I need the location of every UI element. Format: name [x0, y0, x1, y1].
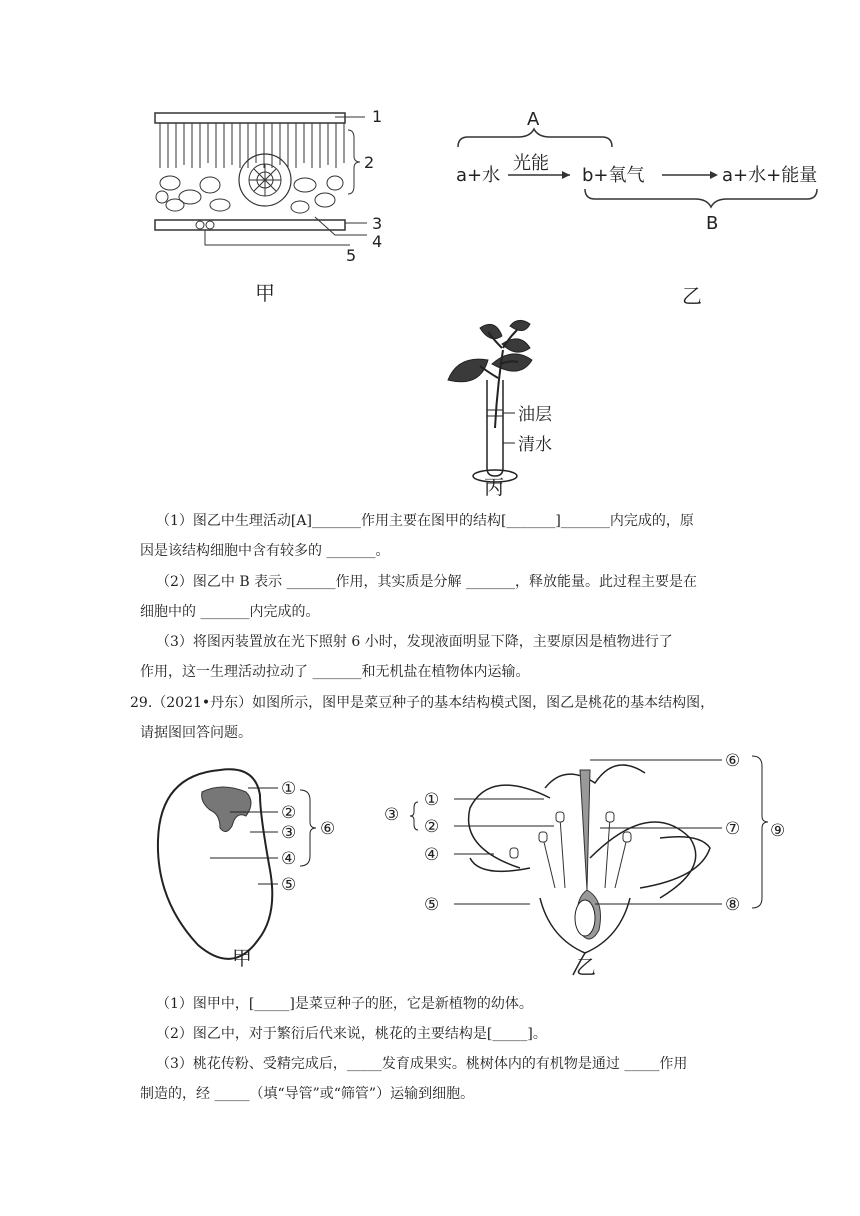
seed-label-1: ① [281, 779, 297, 799]
flower-label-4: ④ [424, 845, 440, 865]
figure-tube-plant [440, 318, 600, 498]
flower-label-6: ⑥ [725, 751, 741, 771]
figure-leaf-section [150, 105, 400, 265]
q28-p1-line2: 因是该结构细胞中含有较多的 _______。 [140, 543, 390, 559]
leaf-label-3: 3 [372, 214, 383, 233]
flower-label-9: ⑨ [770, 821, 786, 841]
figure-equation [450, 105, 830, 235]
seed-label-5: ⑤ [281, 875, 297, 895]
q28-p3-line2: 作用，这一生理活动拉动了 _______和无机盐在植物体内运输。 [140, 664, 530, 680]
q29-p1: （1）图甲中，[_____]是菜豆种子的胚，它是新植物的幼体。 [156, 996, 533, 1012]
leaf-section-drawing [150, 105, 400, 265]
eq-right: a+水+能量 [722, 165, 818, 186]
q28-p2-line2: 细胞中的 _______内完成的。 [140, 604, 320, 620]
caption-jia: 甲 [255, 281, 275, 305]
caption-yi: 乙 [682, 284, 702, 308]
figure-bean-seed [150, 760, 360, 975]
label-water: 清水 [518, 435, 552, 455]
eq-light: 光能 [513, 153, 549, 174]
q28-p1-line1: （1）图乙中生理活动[A]_______作用主要在图甲的结构[_______]_______内完成的，原 [156, 513, 694, 529]
flower-label-8: ⑧ [725, 895, 741, 915]
seed-label-4: ④ [281, 849, 297, 869]
label-A: A [527, 109, 540, 130]
leaf-label-2: 2 [364, 153, 375, 172]
q29-p3-line2: 制造的，经 _____（填“导管”或“筛管”）运输到细胞。 [140, 1086, 475, 1102]
caption-seed: 甲 [232, 946, 252, 970]
flower-label-2: ② [424, 817, 440, 837]
leaf-label-5: 5 [346, 246, 357, 265]
seed-label-2: ② [281, 803, 297, 823]
leaf-label-4: 4 [372, 232, 383, 251]
q29-stem-line1: 29.（2021•丹东）如图所示，图甲是菜豆种子的基本结构模式图，图乙是桃花的基本结构图， [130, 695, 715, 711]
flower-label-5: ⑤ [424, 895, 440, 915]
leaf-label-1: 1 [372, 107, 383, 126]
flower-label-1: ① [424, 790, 440, 810]
flower-label-3: ③ [384, 805, 400, 825]
peach-flower-drawing [380, 748, 800, 980]
caption-flower: 乙 [576, 955, 596, 979]
figure-peach-flower [380, 748, 800, 980]
eq-middle: b+氧气 [582, 165, 645, 186]
q29-p2: （2）图乙中，对于繁衍后代来说，桃花的主要结构是[_____]。 [156, 1026, 547, 1042]
flower-label-7: ⑦ [725, 819, 741, 839]
seed-label-3: ③ [281, 823, 297, 843]
q28-p2-line1: （2）图乙中 B 表示 _______作用，其实质是分解 _______，释放能量。此过程主要是在 [156, 574, 697, 590]
bean-seed-drawing [150, 760, 360, 975]
label-oil: 油层 [518, 405, 552, 425]
seed-label-6: ⑥ [320, 819, 336, 839]
tube-plant-drawing [440, 318, 600, 498]
q29-p3-line1: （3）桃花传粉、受精完成后，_____发育成果实。桃树体内的有机物是通过 _____作用 [156, 1056, 688, 1072]
eq-left: a+水 [456, 165, 501, 186]
caption-bing: 丙 [484, 475, 504, 498]
q28-p3-line1: （3）将图丙装置放在光下照射 6 小时，发现液面明显下降，主要原因是植物进行了 [156, 634, 673, 650]
label-B: B [706, 213, 719, 234]
q29-stem-line2: 请据图回答问题。 [140, 725, 252, 741]
equation-drawing [450, 105, 830, 235]
